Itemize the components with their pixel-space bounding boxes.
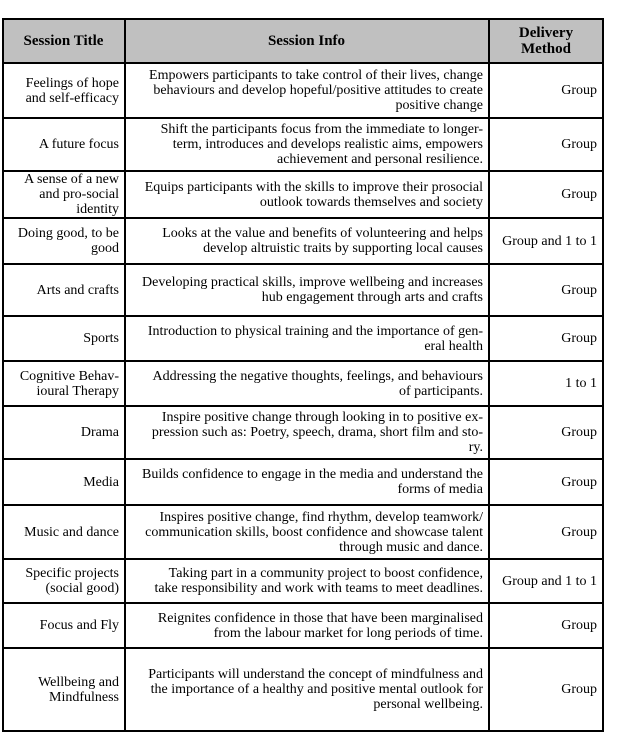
session-title-cell <box>3 648 125 731</box>
session-title-cell-line: Drama <box>80 425 119 440</box>
session-info-cell-line: pression such as: Poetry, speech, drama, short film and sto- <box>151 425 483 440</box>
session-info-cell <box>125 118 489 171</box>
session-title-cell-line: Sports <box>83 331 119 346</box>
table-row <box>3 218 603 264</box>
delivery-method-cell: Group <box>489 118 603 171</box>
table-row <box>3 316 603 361</box>
session-title-cell-line: (social good) <box>45 581 119 596</box>
session-info-cell <box>125 505 489 559</box>
delivery-method-cell: Group <box>489 171 603 218</box>
session-title-cell-line: and self-efficacy <box>25 90 119 106</box>
session-info-cell <box>125 264 489 316</box>
table-row <box>3 603 603 648</box>
table-row <box>3 559 603 603</box>
session-info-cell-line: Shift the participants focus from the immediate to longer- <box>160 122 483 137</box>
session-title-cell <box>3 406 125 459</box>
delivery-method-cell: Group <box>489 459 603 505</box>
session-info-cell <box>125 406 489 459</box>
session-info-cell-line: Empowers participants to take control of their lives, change <box>149 68 483 83</box>
session-title-cell-line: Media <box>83 474 119 490</box>
session-info-cell-line: Inspires positive change, find rhythm, develop teamwork/ <box>159 509 483 525</box>
session-title-cell-line: Cognitive Behav- <box>19 368 119 384</box>
session-info-cell-line: Addressing the negative thoughts, feelings, and behaviours <box>152 368 483 384</box>
session-title-cell <box>3 171 125 218</box>
session-info-cell-line: personal wellbeing. <box>373 697 483 712</box>
session-info-cell-line: of participants. <box>399 383 483 399</box>
session-title-cell <box>3 559 125 603</box>
table-row <box>3 118 603 171</box>
session-info-cell <box>125 459 489 505</box>
session-title-cell <box>3 361 125 406</box>
session-title-cell-line: and pro-social <box>39 187 119 202</box>
session-title-cell <box>3 316 125 361</box>
session-info-cell-line: outlook towards themselves and society <box>259 194 483 210</box>
session-title-cell <box>3 505 125 559</box>
session-info-cell-line: hub engagement through arts and crafts <box>261 290 483 305</box>
session-title-cell-line: Doing good, to be <box>17 226 119 241</box>
session-info-cell-line: from the labour market for long periods of time. <box>213 625 483 641</box>
header-delivery-method-text: Delivery Method <box>518 25 574 57</box>
session-info-cell <box>125 648 489 731</box>
session-info-cell-line: Participants will understand the concept of mindfulness and <box>148 667 483 682</box>
session-info-cell <box>125 171 489 218</box>
delivery-method-cell: Group <box>489 505 603 559</box>
session-info-cell-line: Looks at the value and benefits of volunteering and helps <box>162 226 483 241</box>
delivery-method-cell: 1 to 1 <box>489 361 603 406</box>
session-title-cell <box>3 603 125 648</box>
session-title-cell-line: Wellbeing and <box>38 674 119 690</box>
session-title-cell <box>3 459 125 505</box>
session-info-cell-line: develop altruistic traits by supporting local causes <box>203 241 483 256</box>
session-title-cell-line: Mindfulness <box>49 689 119 705</box>
session-info-cell-line: take responsibility and work with teams to meet deadlines. <box>154 581 483 596</box>
header-row <box>3 19 603 63</box>
table-row <box>3 361 603 406</box>
delivery-method-cell: Group <box>489 648 603 731</box>
session-info-cell <box>125 316 489 361</box>
table-row <box>3 264 603 316</box>
session-info-cell-line: eral health <box>424 338 483 354</box>
session-title-cell-line: good <box>91 241 119 256</box>
delivery-method-cell: Group and 1 to 1 <box>489 559 603 603</box>
delivery-method-cell: Group <box>489 63 603 118</box>
session-info-cell <box>125 603 489 648</box>
delivery-method-cell: Group <box>489 406 603 459</box>
session-info-cell <box>125 218 489 264</box>
session-info-cell-line: behaviours and develop hopeful/positive attitudes to create <box>153 83 483 98</box>
table-row <box>3 459 603 505</box>
session-info-cell-line: Introduction to physical training and the importance of gen- <box>147 323 483 339</box>
session-info-cell <box>125 559 489 603</box>
session-info-cell-line: Reignites confidence in those that have been marginalised <box>157 610 483 626</box>
session-info-cell-line: term, introduces and develops realistic aims, empowers <box>172 137 483 152</box>
table-row <box>3 171 603 218</box>
delivery-method-cell: Group and 1 to 1 <box>489 218 603 264</box>
table-row <box>3 406 603 459</box>
session-title-cell <box>3 63 125 118</box>
session-info-cell-line: Equips participants with the skills to improve their prosocial <box>144 179 483 195</box>
session-title-cell-line: Music and dance <box>24 524 119 540</box>
session-title-cell-line: Feelings of hope <box>25 75 119 91</box>
header-session-title: Session Title <box>3 19 125 63</box>
delivery-method-cell: Group <box>489 603 603 648</box>
session-info-cell-line: Developing practical skills, improve wellbeing and increases <box>142 275 483 290</box>
session-title-cell-line: ioural Therapy <box>36 383 119 399</box>
table-row <box>3 63 603 118</box>
session-info-cell-line: achievement and personal resilience. <box>276 152 483 167</box>
session-title-cell <box>3 118 125 171</box>
delivery-method-cell: Group <box>489 316 603 361</box>
session-title-cell-line: A sense of a new <box>24 172 119 187</box>
session-info-cell-line: ry. <box>468 440 483 455</box>
session-info-cell-line: the importance of a healthy and positive mental outlook for <box>150 682 483 697</box>
session-title-cell-line: Arts and crafts <box>36 282 119 298</box>
session-title-cell-line: Focus and Fly <box>39 618 119 633</box>
session-info-cell-line: through music and dance. <box>339 539 483 555</box>
session-info-cell <box>125 361 489 406</box>
session-info-cell-line: communication skills, boost confidence and showcase talent <box>145 524 483 540</box>
session-title-cell <box>3 264 125 316</box>
session-title-cell <box>3 218 125 264</box>
session-info-cell-line: Inspire positive change through looking in to positive ex- <box>161 410 483 425</box>
session-info-cell-line: forms of media <box>397 482 483 497</box>
session-info-cell-line: Taking part in a community project to boost confidence, <box>168 566 483 581</box>
table-row <box>3 648 603 731</box>
delivery-method-cell: Group <box>489 264 603 316</box>
session-info-cell <box>125 63 489 118</box>
header-session-info: Session Info <box>125 19 489 63</box>
sessions-table <box>2 18 604 732</box>
session-info-cell-line: Builds confidence to engage in the media and understand the <box>142 467 483 482</box>
header-delivery-method <box>489 19 603 63</box>
session-title-cell-line: identity <box>76 202 119 217</box>
session-title-cell-line: Specific projects <box>25 566 119 581</box>
session-title-cell-line: A future focus <box>38 137 119 152</box>
session-info-cell-line: positive change <box>395 98 483 113</box>
table-row <box>3 505 603 559</box>
